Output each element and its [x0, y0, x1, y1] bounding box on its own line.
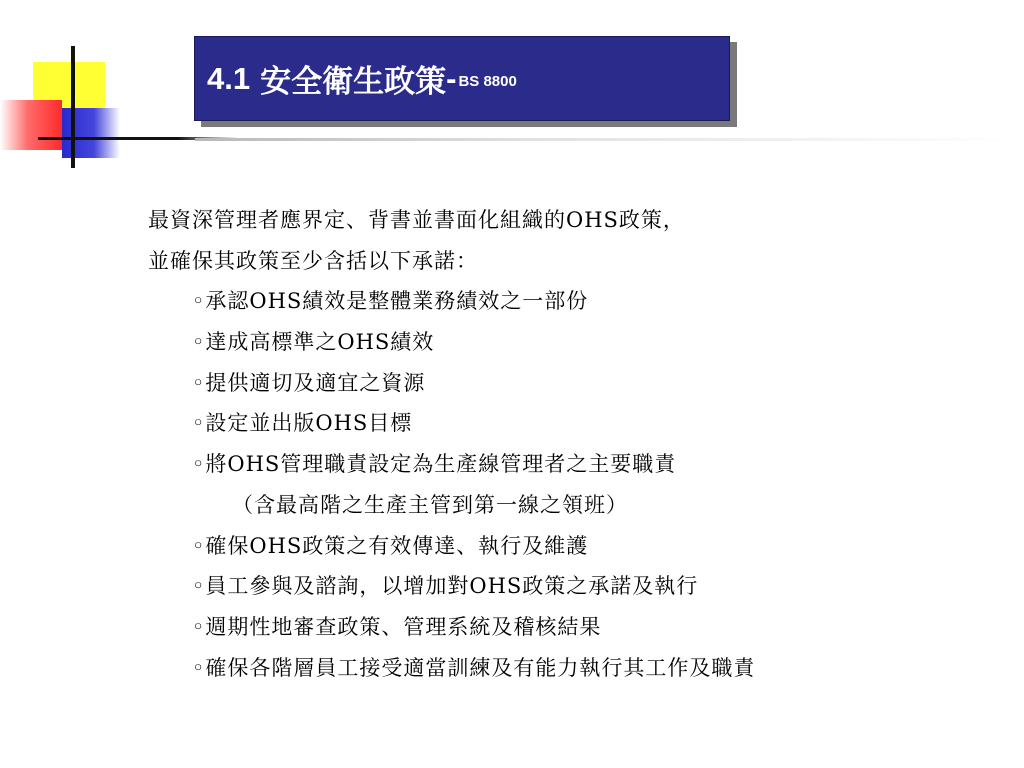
title-dash: -	[446, 60, 457, 96]
title-text: 安全衛生政策	[260, 64, 447, 100]
bullet-item: ◦提供適切及適宜之資源	[192, 370, 426, 395]
bullet-item: ◦設定並出版OHS目標	[192, 411, 413, 436]
title-underline-rule	[195, 138, 1024, 141]
decor-vertical-line	[71, 46, 75, 168]
bullet-item: ◦週期性地審查政策、管理系統及稽核結果	[192, 614, 602, 639]
slide-title	[194, 36, 730, 121]
intro-line: 並確保其政策至少含括以下承諾：	[148, 248, 478, 273]
bullet-item: ◦員工參與及諮詢，以增加對OHS政策之承諾及執行	[192, 574, 699, 599]
bullet-item: ◦確保OHS政策之有效傳達、執行及維護	[192, 533, 589, 558]
decor-red-block	[0, 100, 62, 150]
title-number: 4.1	[207, 60, 251, 96]
bullet-item: ◦達成高標準之OHS績效	[192, 330, 435, 355]
bullet-item: ◦確保各階層員工接受適當訓練及有能力執行其工作及職責	[192, 655, 756, 680]
title-subtitle: BS 8800	[458, 73, 517, 90]
bullet-note: （含最高階之生產主管到第一線之領班）	[232, 492, 628, 517]
bullet-item: ◦將OHS管理職責設定為生產線管理者之主要職責	[192, 452, 677, 477]
bullet-item: ◦承認OHS績效是整體業務績效之一部份	[192, 289, 589, 314]
intro-line: 最資深管理者應界定、背書並書面化組織的OHS政策，	[148, 208, 685, 232]
slide-body	[148, 200, 1008, 688]
